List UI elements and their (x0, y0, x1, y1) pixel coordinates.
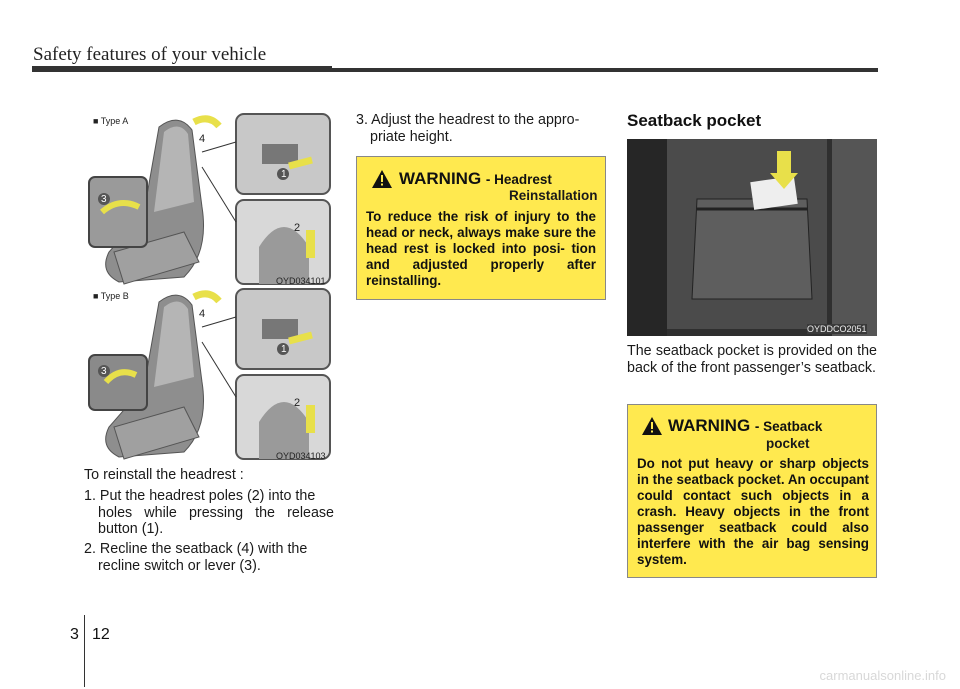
warning-pocket-subtitle-a: - Seatback (754, 419, 823, 434)
warning-triangle-icon (641, 416, 663, 436)
callout-1-b: 1 (281, 344, 287, 355)
step-2-first: Recline the seatback (4) with the (99, 541, 308, 557)
figure-type-a-illustration (84, 112, 332, 288)
reinstall-step-1 (84, 488, 334, 538)
callout-4-a: 4 (199, 133, 206, 145)
figure-type-a-code: OYD034101 (276, 276, 326, 286)
warning-headrest-subtitle-b: Reinstallation (509, 188, 598, 203)
figure-type-a-label: ■ Type A (90, 115, 131, 127)
callout-4-b: 4 (199, 308, 206, 320)
figure-seatback-pocket (627, 139, 877, 336)
page-number: 12 (92, 626, 110, 643)
reinstall-intro: To reinstall the headrest : (84, 467, 244, 483)
callout-3-a: 3 (101, 194, 107, 205)
warning-triangle-icon (371, 169, 393, 189)
step-3-num: 3. (356, 112, 368, 128)
step-1-first: Put the headrest poles (2) into the (99, 488, 316, 504)
callout-3-b: 3 (101, 366, 107, 377)
page-section-number: 3 (70, 626, 79, 643)
figure-type-b-label: ■ Type B (90, 290, 132, 302)
watermark: carmanualsonline.info (819, 668, 946, 683)
callout-1-a: 1 (281, 169, 287, 180)
warning-pocket-subtitle-b: pocket (766, 436, 810, 451)
header-rule (32, 68, 878, 72)
callout-2-b: 2 (294, 397, 301, 409)
step-1-num: 1. (84, 488, 96, 504)
warning-headrest-subtitle-a: - Headrest (485, 172, 552, 187)
step-2-num: 2. (84, 541, 96, 557)
reinstall-step-3 (356, 112, 606, 145)
figure-pocket-code: OYDDCO2051 (807, 324, 867, 334)
figure-type-b (84, 287, 332, 463)
step-3-first: Adjust the headrest to the appro- (371, 112, 580, 128)
figure-type-b-code: OYD034103 (276, 451, 326, 461)
seatback-pocket-illustration (627, 139, 877, 336)
warning-headrest-title: WARNING (399, 169, 482, 188)
step-2-rest: recline switch or lever (3). (98, 557, 261, 574)
callout-2-a: 2 (294, 222, 301, 234)
page-header-title: Safety features of your vehicle (33, 44, 267, 65)
step-1-rest: holes while pressing the release button (1). (98, 504, 334, 537)
figure-type-b-illustration (84, 287, 332, 463)
warning-pocket-body: Do not put heavy or sharp objects in the seatback pocket. An occupant could contact such objects in a crash. Heavy objects in the front passenger seatback could also interfere with the air bag sensing system. (637, 456, 869, 567)
reinstall-step-2 (84, 541, 334, 574)
footer-divider (84, 615, 85, 687)
figure-type-a (84, 112, 332, 288)
warning-pocket-box (627, 404, 877, 578)
section-title-seatback-pocket: Seatback pocket (627, 111, 762, 130)
warning-pocket-title: WARNING (668, 416, 751, 435)
warning-headrest-box (356, 156, 606, 300)
seatback-pocket-body: The seatback pocket is provided on the back of the front passenger’s seatback. (627, 343, 877, 376)
step-3-rest: priate height. (370, 128, 453, 145)
warning-headrest-body: To reduce the risk of injury to the head or neck, always make sure the head rest is locked into posi- tion and adjusted properly after reinstalling. (366, 209, 596, 288)
